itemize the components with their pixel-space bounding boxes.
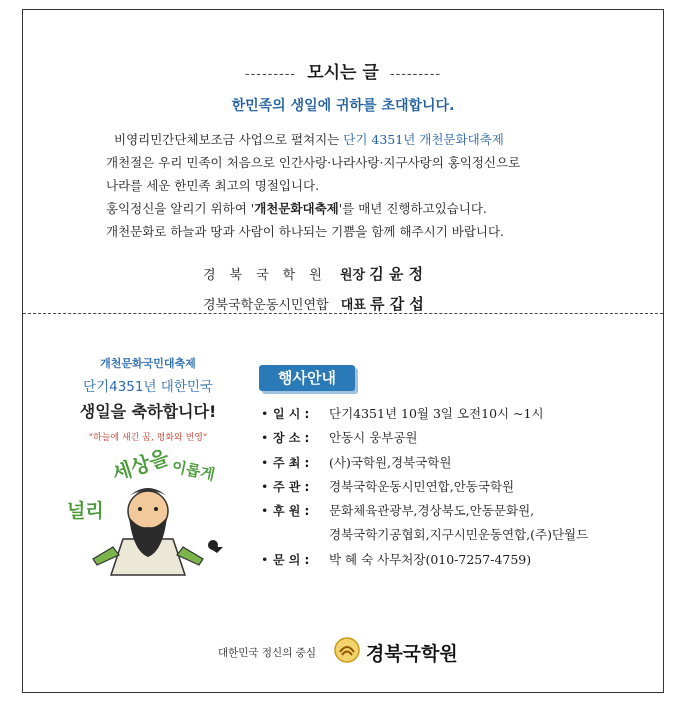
event-info-row — [261, 451, 588, 475]
body-line-5: 개천문화로 하늘과 땅과 사람이 하나되는 기쁨을 함께 해주시기 바랍니다. — [106, 224, 505, 239]
event-info-label: 주 최 : — [273, 455, 310, 470]
dashed-divider — [23, 313, 663, 314]
poster-dangi-year: 단기4351년 대한민국 — [83, 379, 213, 395]
body-line-1 — [106, 128, 626, 151]
event-info-label: 주 관 : — [273, 479, 310, 494]
poster-birthday-message: 생일을 축하합니다! — [79, 402, 217, 421]
signature-row-1 — [203, 260, 424, 290]
event-info-label: 일 시 : — [273, 407, 310, 421]
footer-tagline: 대한민국 정신의 중심 — [218, 646, 316, 659]
art-word-sesang: 세상을 — [109, 447, 172, 486]
festival-name-bold: 개천문화대축제 — [254, 201, 339, 216]
signature-row-2 — [203, 290, 424, 320]
page-title: 모시는 글 — [307, 63, 379, 83]
festival-poster — [48, 355, 248, 581]
event-info-value: 단기4351년 10월 3일 오전10시 ~1시 — [329, 406, 544, 421]
event-info-value: 박 혜 숙 사무처장(010-7257-4759) — [329, 551, 532, 567]
signature-role-1: 원장 — [339, 268, 366, 283]
character-figure-icon — [93, 488, 223, 575]
event-info-badge: 행사안내 — [259, 365, 355, 391]
event-info-value: 안동시 웅부공원 — [329, 430, 418, 446]
art-word-neolli: 널리 — [67, 500, 104, 522]
footer-org-name: 경북국학원 — [365, 642, 458, 665]
bullet-icon: • — [261, 454, 269, 470]
signature-name-1: 김 윤 정 — [369, 265, 424, 283]
art-word-iropge: 이롭게 — [170, 457, 217, 484]
footer — [218, 637, 458, 667]
event-info-row — [261, 426, 588, 450]
body-line-4 — [106, 197, 626, 220]
bullet-icon: • — [261, 406, 269, 421]
event-info-label: 후 원 : — [273, 504, 310, 519]
event-info-label: 문 의 : — [273, 552, 310, 567]
title-dashes-right: --------- — [389, 67, 442, 82]
event-info-row-continued — [261, 523, 588, 547]
event-info-list — [261, 402, 588, 572]
signature-name-2: 류 갑 섭 — [370, 295, 424, 313]
body-line-2: 개천절은 우리 민족이 처음으로 인간사랑·나라사랑·지구사랑의 홍익정신으로 — [106, 155, 521, 170]
event-info-value: 경북국학운동시민연합,안동국학원 — [329, 478, 515, 494]
title-row — [23, 58, 663, 83]
event-info-value: 경북국학기공협회,지구시민운동연합,(주)단월드 — [329, 527, 589, 543]
gukhakwon-logo-icon — [334, 637, 360, 667]
signature-block — [203, 260, 424, 320]
body-line-4-suffix: '를 매년 진행하고있습니다. — [338, 201, 487, 216]
subtitle: 한민족의 생일에 귀하를 초대합니다. — [231, 98, 455, 114]
event-info-row — [261, 402, 588, 426]
invitation-body — [106, 128, 626, 243]
festival-name-highlight: 단기 4351년 개천문화대축제 — [343, 132, 504, 147]
body-line-3: 나라를 세운 한민족 최고의 명절입니다. — [106, 178, 320, 193]
poster-motto: "하늘에 새긴 꿈, 평화와 번영" — [88, 433, 208, 443]
event-info-row — [261, 499, 588, 523]
bullet-icon: • — [261, 503, 269, 519]
body-line-1-text: 비영리민간단체보조금 사업으로 펼쳐지는 — [114, 132, 344, 147]
event-info-label: 장 소 : — [273, 431, 310, 446]
signature-org-1: 경북국학원 — [203, 268, 336, 283]
signature-role-2: 대표 — [340, 298, 366, 313]
event-info-row — [261, 475, 588, 499]
event-info-value: 문화체육관광부,경상북도,안동문화원, — [329, 503, 535, 519]
title-dashes-left: --------- — [244, 67, 297, 82]
invitation-card — [22, 9, 664, 693]
event-info-label — [273, 523, 329, 547]
bullet-icon: • — [261, 478, 269, 494]
bullet-icon: • — [261, 430, 269, 446]
body-line-4-prefix: 홍익정신을 알리기 위하여 ' — [106, 201, 255, 216]
dangun-illustration — [48, 447, 248, 581]
poster-festival-name: 개천문화국민대축제 — [100, 357, 196, 370]
event-info-row — [261, 548, 588, 572]
bullet-icon: • — [261, 551, 269, 567]
signature-org-2: 경북국학운동시민연합 — [203, 298, 329, 313]
event-info-value: (사)국학원,경북국학원 — [329, 454, 452, 470]
